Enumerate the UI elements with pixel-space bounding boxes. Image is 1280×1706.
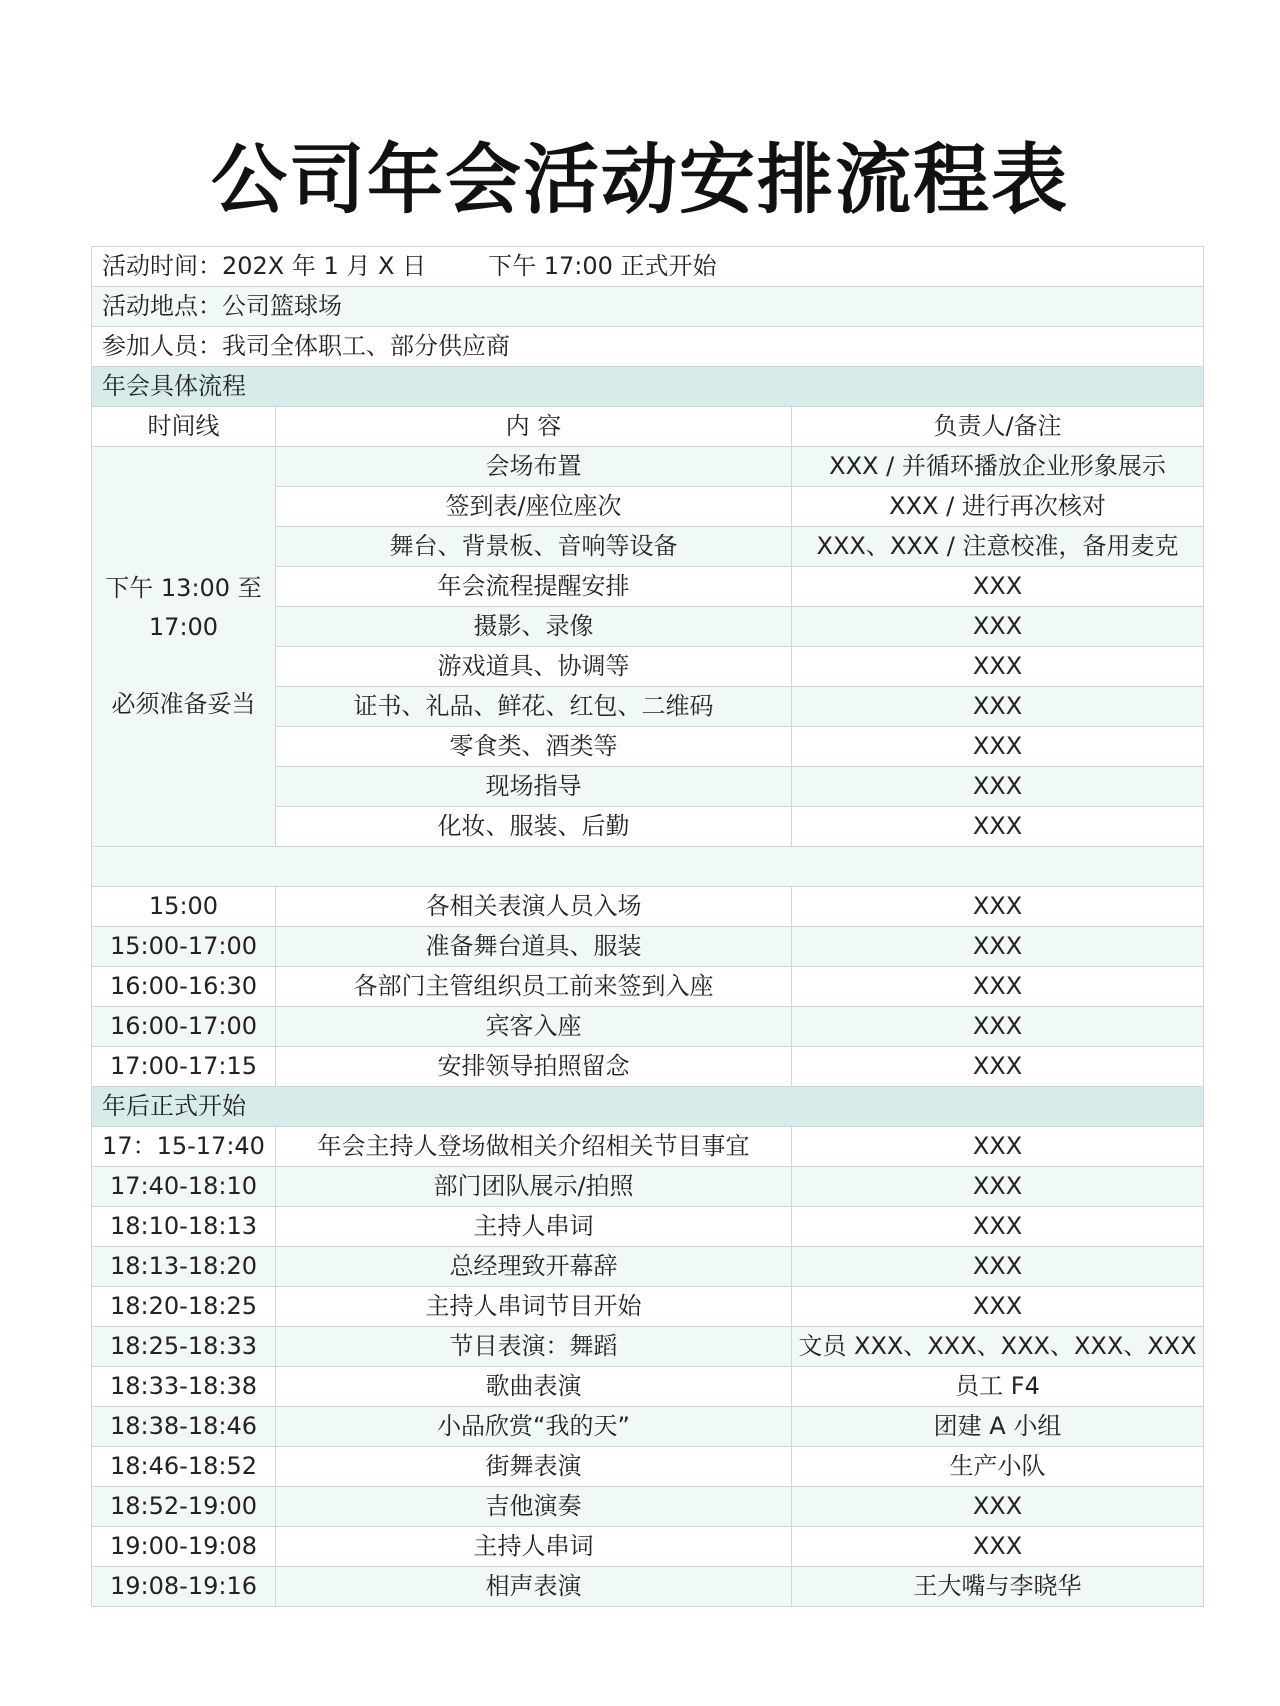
row-content: 准备舞台道具、服装 xyxy=(276,927,792,967)
row-content: 相声表演 xyxy=(276,1567,792,1607)
prep-time-line2: 17:00 xyxy=(148,613,219,641)
section-title: 年会具体流程 xyxy=(92,367,1204,407)
table-row xyxy=(92,887,1204,927)
header-content: 内 容 xyxy=(276,407,792,447)
row-content: 化妆、服装、后勤 xyxy=(276,807,792,847)
row-content: 摄影、录像 xyxy=(276,607,792,647)
row-owner: XXX xyxy=(792,727,1204,767)
row-content: 现场指导 xyxy=(276,767,792,807)
page-title: 公司年会活动安排流程表 xyxy=(211,135,1069,224)
table-row xyxy=(92,1247,1204,1287)
table-row xyxy=(92,1487,1204,1527)
row-owner: XXX、XXX / 注意校准，备用麦克 xyxy=(792,527,1204,567)
row-time: 18:13-18:20 xyxy=(92,1247,276,1287)
row-owner: XXX xyxy=(792,1287,1204,1327)
section-header-process xyxy=(92,367,1204,407)
row-content: 零食类、酒类等 xyxy=(276,727,792,767)
row-content: 吉他演奏 xyxy=(276,1487,792,1527)
header-time: 时间线 xyxy=(92,407,276,447)
row-owner: XXX / 并循环播放企业形象展示 xyxy=(792,447,1204,487)
row-owner: XXX xyxy=(792,1167,1204,1207)
row-content: 宾客入座 xyxy=(276,1007,792,1047)
row-time: 18:33-18:38 xyxy=(92,1367,276,1407)
people-text: 参加人员：我司全体职工、部分供应商 xyxy=(92,327,1204,367)
row-content: 各相关表演人员入场 xyxy=(276,887,792,927)
row-content: 证书、礼品、鲜花、红包、二维码 xyxy=(276,687,792,727)
table-row xyxy=(92,1447,1204,1487)
table-row xyxy=(92,447,1204,487)
table-row xyxy=(92,1167,1204,1207)
table-row xyxy=(92,1527,1204,1567)
spacer-row xyxy=(92,847,1204,887)
row-time: 17:00-17:15 xyxy=(92,1047,276,1087)
row-content: 主持人串词 xyxy=(276,1527,792,1567)
row-owner: XXX xyxy=(792,1047,1204,1087)
info-row-time xyxy=(92,247,1204,287)
table-row xyxy=(92,1367,1204,1407)
table-row xyxy=(92,1007,1204,1047)
table-row xyxy=(92,967,1204,1007)
row-owner: XXX xyxy=(792,687,1204,727)
row-owner: 王大嘴与李晓华 xyxy=(792,1567,1204,1607)
row-content: 安排领导拍照留念 xyxy=(276,1047,792,1087)
table-row xyxy=(92,1287,1204,1327)
table-row xyxy=(92,1207,1204,1247)
row-owner: XXX xyxy=(792,887,1204,927)
place-text: 活动地点：公司篮球场 xyxy=(92,287,1204,327)
row-owner: 团建 A 小组 xyxy=(792,1407,1204,1447)
row-owner: XXX xyxy=(792,647,1204,687)
row-content: 部门团队展示/拍照 xyxy=(276,1167,792,1207)
table-row xyxy=(92,1567,1204,1607)
row-content: 主持人串词节目开始 xyxy=(276,1287,792,1327)
row-time: 16:00-17:00 xyxy=(92,1007,276,1047)
prep-time-cell xyxy=(92,447,276,847)
row-content: 签到表/座位座次 xyxy=(276,487,792,527)
row-content: 会场布置 xyxy=(276,447,792,487)
row-owner: XXX xyxy=(792,767,1204,807)
row-time: 19:00-19:08 xyxy=(92,1527,276,1567)
row-owner: XXX xyxy=(792,1007,1204,1047)
row-time: 16:00-16:30 xyxy=(92,967,276,1007)
row-owner: XXX / 进行再次核对 xyxy=(792,487,1204,527)
row-time: 17：15-17:40 xyxy=(92,1127,276,1167)
schedule-table xyxy=(91,246,1204,1607)
row-owner: XXX xyxy=(792,1527,1204,1567)
row-content: 各部门主管组织员工前来签到入座 xyxy=(276,967,792,1007)
time-start: 下午 17:00 正式开始 xyxy=(488,252,717,280)
row-content: 节目表演：舞蹈 xyxy=(276,1327,792,1367)
table-row xyxy=(92,1407,1204,1447)
row-owner: XXX xyxy=(792,1247,1204,1287)
row-owner: XXX xyxy=(792,1127,1204,1167)
table-row xyxy=(92,927,1204,967)
row-content: 街舞表演 xyxy=(276,1447,792,1487)
row-owner: 生产小队 xyxy=(792,1447,1204,1487)
row-content: 年会流程提醒安排 xyxy=(276,567,792,607)
prep-time-line1: 下午 13:00 至 xyxy=(105,574,262,602)
column-header-row xyxy=(92,407,1204,447)
row-content: 小品欣赏“我的天” xyxy=(276,1407,792,1447)
row-owner: XXX xyxy=(792,967,1204,1007)
row-time: 18:20-18:25 xyxy=(92,1287,276,1327)
row-owner: XXX xyxy=(792,1207,1204,1247)
row-owner: XXX xyxy=(792,1487,1204,1527)
info-row-place xyxy=(92,287,1204,327)
prep-note: 必须准备妥当 xyxy=(111,690,256,718)
table-row xyxy=(92,1127,1204,1167)
row-content: 总经理致开幕辞 xyxy=(276,1247,792,1287)
row-content: 游戏道具、协调等 xyxy=(276,647,792,687)
row-content: 舞台、背景板、音响等设备 xyxy=(276,527,792,567)
row-owner: 文员 XXX、XXX、XXX、XXX、XXX xyxy=(792,1327,1204,1367)
row-owner: XXX xyxy=(792,607,1204,647)
row-time: 18:25-18:33 xyxy=(92,1327,276,1367)
row-content: 主持人串词 xyxy=(276,1207,792,1247)
time-date: 202X 年 1 月 X 日 xyxy=(222,252,427,280)
table-row xyxy=(92,1327,1204,1367)
row-time: 15:00 xyxy=(92,887,276,927)
row-content: 年会主持人登场做相关介绍相关节目事宜 xyxy=(276,1127,792,1167)
row-owner: XXX xyxy=(792,567,1204,607)
row-time: 19:08-19:16 xyxy=(92,1567,276,1607)
row-owner: XXX xyxy=(792,807,1204,847)
section-title: 年后正式开始 xyxy=(92,1087,1204,1127)
info-row-people xyxy=(92,327,1204,367)
row-owner: XXX xyxy=(792,927,1204,967)
row-time: 15:00-17:00 xyxy=(92,927,276,967)
header-owner: 负责人/备注 xyxy=(792,407,1204,447)
table-row xyxy=(92,1047,1204,1087)
row-time: 18:46-18:52 xyxy=(92,1447,276,1487)
row-time: 18:52-19:00 xyxy=(92,1487,276,1527)
row-time: 17:40-18:10 xyxy=(92,1167,276,1207)
row-owner: 员工 F4 xyxy=(792,1367,1204,1407)
row-content: 歌曲表演 xyxy=(276,1367,792,1407)
section-header-main xyxy=(92,1087,1204,1127)
row-time: 18:10-18:13 xyxy=(92,1207,276,1247)
row-time: 18:38-18:46 xyxy=(92,1407,276,1447)
time-label: 活动时间： xyxy=(102,252,222,280)
